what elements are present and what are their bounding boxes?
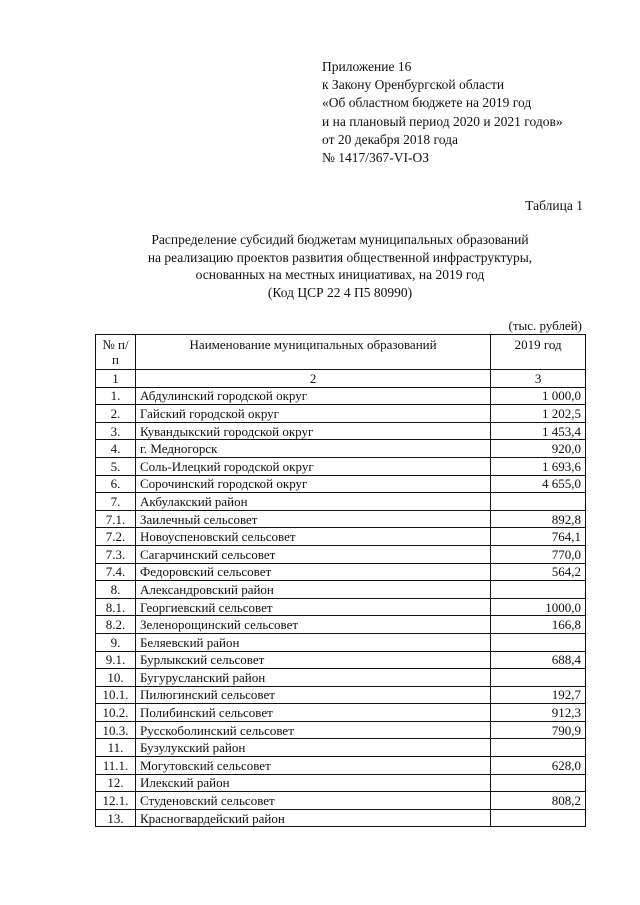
- table-row: [96, 405, 586, 423]
- row-name: Илекский район: [135, 774, 490, 792]
- table-row: [96, 528, 586, 546]
- row-name: Соль-Илецкий городской округ: [135, 457, 490, 475]
- row-name: Акбулакский район: [135, 493, 490, 511]
- table-row: [96, 457, 586, 475]
- title-line-3: основанных на местных инициативах, на 2019 год: [195, 267, 485, 283]
- table-row: [96, 440, 586, 458]
- row-value: 166,8: [491, 616, 586, 634]
- table-row: [96, 545, 586, 563]
- table-row: [96, 739, 586, 757]
- row-value: 790,9: [491, 721, 586, 739]
- header-year: 2019 год: [491, 335, 586, 370]
- row-number: 7.: [96, 493, 136, 511]
- row-value: 564,2: [491, 563, 586, 581]
- row-number: 10.1.: [96, 686, 136, 704]
- row-name: Федоровский сельсовет: [135, 563, 490, 581]
- row-number: 10.3.: [96, 721, 136, 739]
- row-value: 1000,0: [491, 598, 586, 616]
- table-row: [96, 493, 586, 511]
- row-number: 4.: [96, 440, 136, 458]
- row-value: 770,0: [491, 545, 586, 563]
- table-row: [96, 757, 586, 775]
- row-name: Георгиевский сельсовет: [135, 598, 490, 616]
- row-value: 920,0: [491, 440, 586, 458]
- table-row: [96, 633, 586, 651]
- appendix-line-2: к Закону Оренбургской области: [322, 77, 505, 93]
- table-row: [96, 598, 586, 616]
- row-name: Бугурусланский район: [135, 669, 490, 687]
- table-row: [96, 563, 586, 581]
- row-name: Абдулинский городской округ: [135, 387, 490, 405]
- row-number: 9.: [96, 633, 136, 651]
- row-name: Полибинский сельсовет: [135, 704, 490, 722]
- row-number: 7.1.: [96, 510, 136, 528]
- row-value: [491, 581, 586, 599]
- row-value: [491, 633, 586, 651]
- row-number: 6.: [96, 475, 136, 493]
- row-name: Новоуспеновский сельсовет: [135, 528, 490, 546]
- header-num: № п/п: [96, 335, 136, 370]
- row-value: 1 202,5: [491, 405, 586, 423]
- row-value: [491, 669, 586, 687]
- appendix-line-3: «Об областном бюджете на 2019 год: [322, 95, 532, 111]
- row-number: 7.4.: [96, 563, 136, 581]
- row-value: [491, 739, 586, 757]
- row-number: 10.2.: [96, 704, 136, 722]
- row-name: Красногвардейский район: [135, 809, 490, 827]
- row-number: 2.: [96, 405, 136, 423]
- row-name: Сагарчинский сельсовет: [135, 545, 490, 563]
- row-number: 8.1.: [96, 598, 136, 616]
- table-label: Таблица 1: [525, 198, 583, 213]
- row-number: 1.: [96, 387, 136, 405]
- row-value: 764,1: [491, 528, 586, 546]
- row-name: г. Медногорск: [135, 440, 490, 458]
- row-value: 628,0: [491, 757, 586, 775]
- units-label: (тыс. рублей): [508, 318, 582, 333]
- row-number: 12.1.: [96, 792, 136, 810]
- row-number: 7.2.: [96, 528, 136, 546]
- table-row: [96, 422, 586, 440]
- row-value: 912,3: [491, 704, 586, 722]
- row-value: [491, 774, 586, 792]
- table-row: [96, 651, 586, 669]
- row-number: 10.: [96, 669, 136, 687]
- document-title: [100, 231, 580, 301]
- table-row: [96, 616, 586, 634]
- row-number: 13.: [96, 809, 136, 827]
- row-value: [491, 809, 586, 827]
- row-name: Бурлыкский сельсовет: [135, 651, 490, 669]
- row-number: 7.3.: [96, 545, 136, 563]
- appendix-block: [322, 58, 563, 167]
- row-value: 808,2: [491, 792, 586, 810]
- table-row: [96, 510, 586, 528]
- appendix-line-4: и на плановый период 2020 и 2021 годов»: [322, 113, 563, 129]
- row-name: Кувандыкский городской округ: [135, 422, 490, 440]
- row-value: 192,7: [491, 686, 586, 704]
- appendix-line-1: Приложение 16: [322, 59, 412, 74]
- row-number: 11.: [96, 739, 136, 757]
- row-number: 8.2.: [96, 616, 136, 634]
- row-value: 1 453,4: [491, 422, 586, 440]
- table-row: [96, 581, 586, 599]
- table-row: [96, 686, 586, 704]
- row-number: 5.: [96, 457, 136, 475]
- row-number: 9.1.: [96, 651, 136, 669]
- row-name: Зеленорощинский сельсовет: [135, 616, 490, 634]
- row-name: Беляевский район: [135, 633, 490, 651]
- table-row: [96, 809, 586, 827]
- row-value: 892,8: [491, 510, 586, 528]
- title-line-4: (Код ЦСР 22 4 П5 80990): [267, 284, 413, 300]
- row-name: Гайский городской округ: [135, 405, 490, 423]
- row-number: 3.: [96, 422, 136, 440]
- row-name: Студеновский сельсовет: [135, 792, 490, 810]
- column-number-row: [96, 370, 586, 388]
- row-value: 4 655,0: [491, 475, 586, 493]
- appendix-line-6: № 1417/367-VI-ОЗ: [322, 150, 430, 166]
- table-row: [96, 792, 586, 810]
- row-value: 688,4: [491, 651, 586, 669]
- table-header-row: [96, 335, 586, 370]
- row-number: 11.1.: [96, 757, 136, 775]
- row-name: Бузулукский район: [135, 739, 490, 757]
- table-row: [96, 475, 586, 493]
- table-row: [96, 774, 586, 792]
- table-row: [96, 387, 586, 405]
- title-line-1: Распределение субсидий бюджетам муниципальных образований: [151, 232, 529, 247]
- row-number: 8.: [96, 581, 136, 599]
- row-name: Могутовский сельсовет: [135, 757, 490, 775]
- table-row: [96, 704, 586, 722]
- table-row: [96, 721, 586, 739]
- title-line-2: на реализацию проектов развития общественной инфраструктуры,: [147, 249, 533, 265]
- appendix-line-5: от 20 декабря 2018 года: [322, 131, 458, 147]
- row-name: Заилечный сельсовет: [135, 510, 490, 528]
- column-number-2: 2: [135, 370, 490, 388]
- row-name: Русскоболинский сельсовет: [135, 721, 490, 739]
- row-number: 12.: [96, 774, 136, 792]
- header-name: Наименование муниципальных образований: [135, 335, 490, 370]
- row-value: [491, 493, 586, 511]
- row-name: Александровский район: [135, 581, 490, 599]
- row-name: Пилюгинский сельсовет: [135, 686, 490, 704]
- row-name: Сорочинский городской округ: [135, 475, 490, 493]
- column-number-3: 3: [491, 370, 586, 388]
- subsidy-table: [95, 334, 586, 827]
- row-value: 1 693,6: [491, 457, 586, 475]
- row-value: 1 000,0: [491, 387, 586, 405]
- column-number-1: 1: [96, 370, 136, 388]
- table-row: [96, 669, 586, 687]
